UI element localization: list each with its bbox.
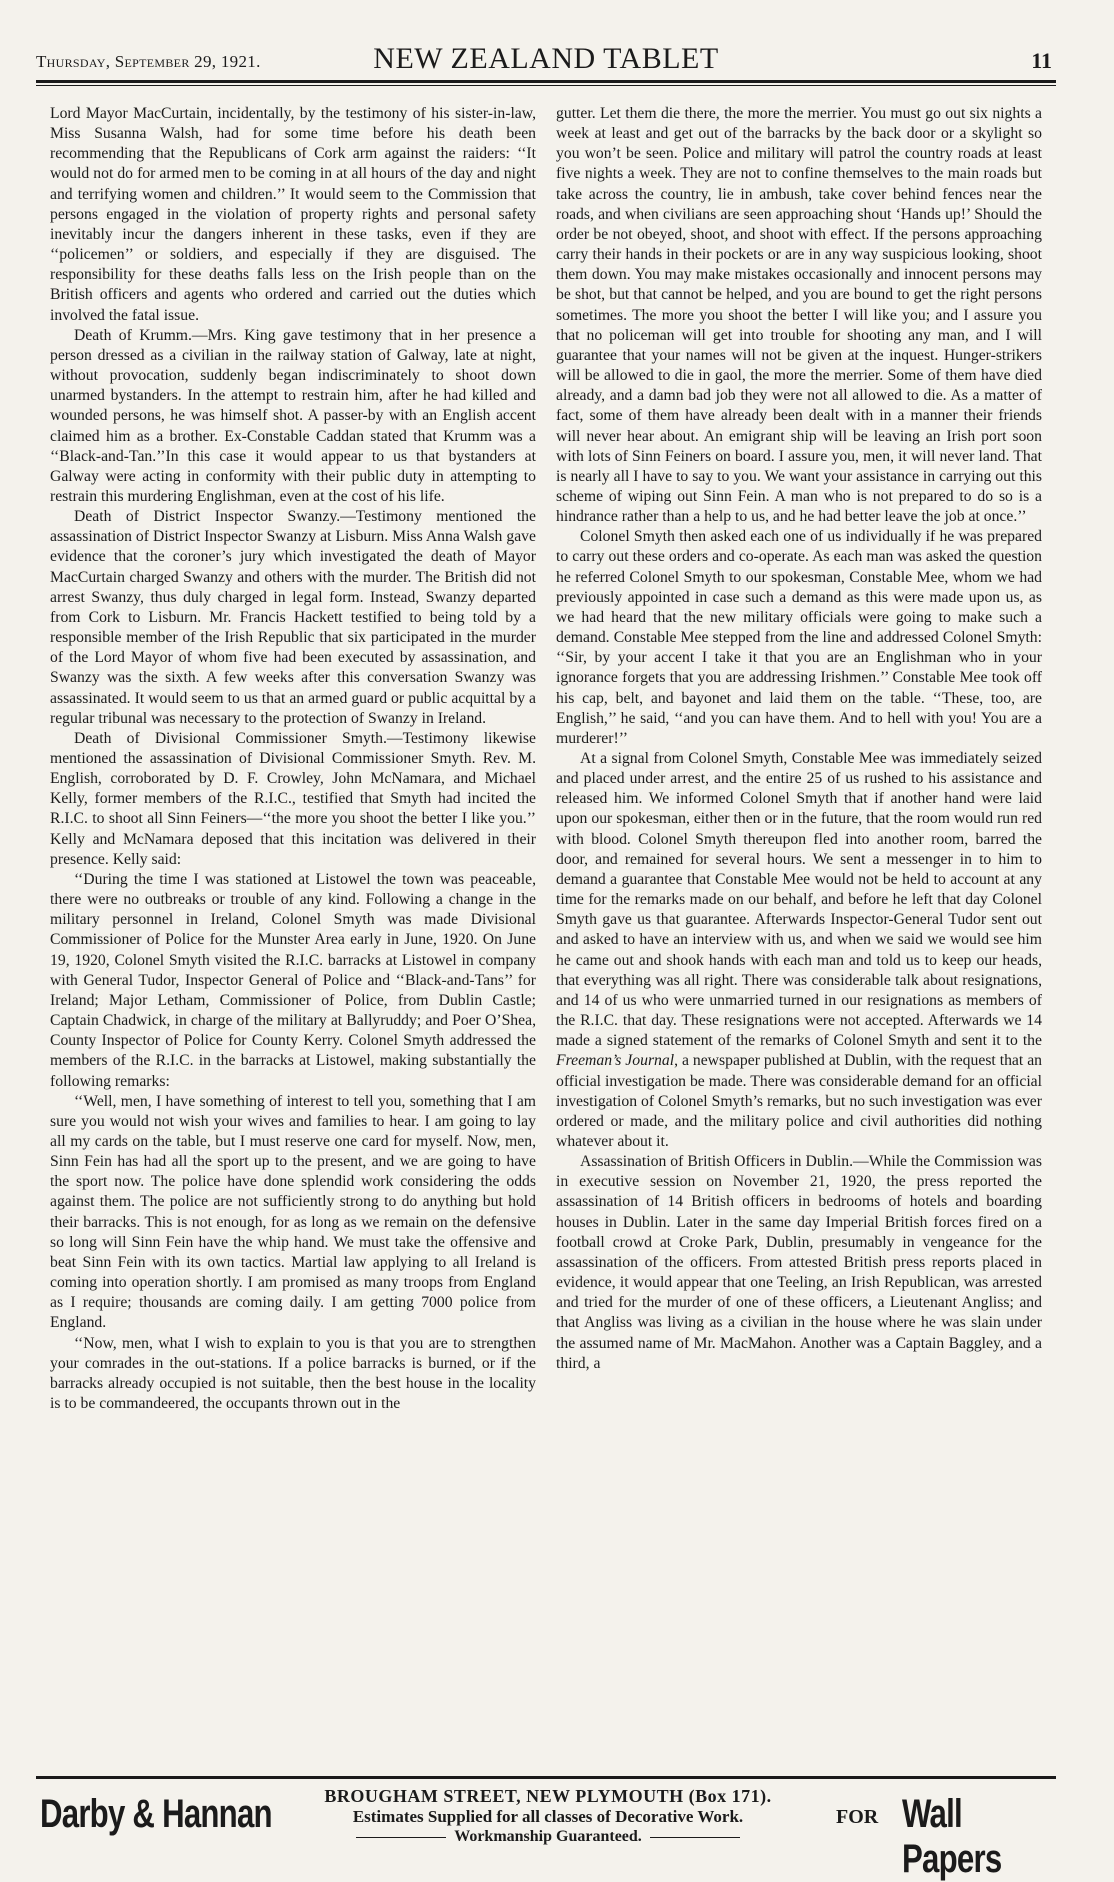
paragraph: ‘‘During the time I was stationed at Listowel the town was peaceable, there were no outbreaks or trouble of any kind. Following a change in the military personnel in Ireland, Colonel Smyth was made Divisional Commissioner of Police for the Munster Area early in June, 1920. On June 19, 1920, Colonel Smyth visited the R.I.C. barracks at Listowel in company with General Tudor, Inspector General of Police and ‘‘Black-and-Tans’’ for Ireland; Major Letham, Commissioner of Police, from Dublin Castle; Captain Chadwick, in charge of the military at Ballyruddy; and Poer O’Shea, County Inspector of Police for County Kerry. Colonel Smyth addressed the members of the R.I.C. in the barracks at Listowel, making substantially the following remarks:: [50, 870, 536, 1090]
left-column: [50, 104, 536, 1759]
paragraph: ‘‘Now, men, what I wish to explain to you is that you are to strengthen your comrades in the out-stations. If a police barracks is burned, or if the barracks already occupied is not suitable, then the best house in the locality is to be commandeered, the occupants thrown out in the: [50, 1334, 536, 1412]
ad-firm-name: Darby & Hannan: [40, 1792, 272, 1836]
ad-details: [298, 1786, 798, 1846]
ad-guarantee-line: [298, 1828, 798, 1846]
header-rule-thin: [36, 85, 1056, 86]
ad-for: FOR: [836, 1806, 879, 1828]
paragraph: Death of Divisional Commissioner Smyth.—Testimony likewise mentioned the assassination of Divisional Commissioner Smyth. Rev. M. English, corroborated by D. F. Crowley, John McNamara, and Michael Kelly, former members of the R.I.C., testified that Smyth had incited the R.I.C. to shoot all Sinn Feiners—‘‘the more you shoot the better I like you.’’ Kelly and McNamara deposed that this incitation was delivered in their presence. Kelly said:: [50, 729, 536, 868]
paragraph: Colonel Smyth then asked each one of us individually if he was prepared to carry out these orders and co-operate. As each man was asked the question he referred Colonel Smyth to our spokesman, Constable Mee, whom we had previously appointed in case such a demand as this were made upon us, as we had heard that the new military officials were going to make such a demand. Constable Mee stepped from the line and addressed Colonel Smyth: ‘‘Sir, by your accent I take it that you are an Englishman who in your ignorance forgets that you are addressing Irishmen.’’ Constable Mee took off his cap, belt, and bayonet and laid them on the table. ‘‘These, too, are English,’’ he said, ‘‘and you can have them. And to hell with you! You are a murderer!’’: [556, 528, 1042, 747]
ad-estimates: Estimates Supplied for all classes of Decorative Work.: [352, 1807, 744, 1826]
page-number: 11: [1031, 48, 1052, 73]
paragraph: [556, 749, 1042, 1152]
paragraph: Death of Krumm.—Mrs. King gave testimony that in her presence a person dressed as a civilian in the railway station of Galway, late at night, without provocation, suddenly began indiscriminately to shoot down unarmed bystanders. In the attempt to restrain him, after he had killed and wounded persons, he was himself shot. A passer-by with an English accent claimed him as a brother. Ex-Constable Caddan stated that Krumm was a ‘‘Black-and-Tan.’’In this case it would appear to us that bystanders at Galway were acting in conformity with their public duty in attempting to restrain this murdering Englishman, even at the cost of his life.: [50, 326, 536, 505]
paragraph: Death of District Inspector Swanzy.—Testimony mentioned the assassination of District Inspector Swanzy at Lisburn. Miss Anna Walsh gave evidence that the coroner’s jury which investigated the death of Mayor MacCurtain charged Swanzy and others with the murder. The British did not arrest Swanzy, thus duly charged in legal form. Instead, Swanzy departed from Cork to Lisburn. Mr. Francis Hackett testified to being told by a responsible member of the Irish Republic that six participated in the murder of the Lord Mayor of whom five had been executed by assassination, and Swanzy was the sixth. A few weeks after this conversation Swanzy was assassinated. It would seem to us that an armed guard or public acquittal by a regular tribunal was necessary to the protection of Swanzy in Ireland.: [50, 508, 536, 727]
ad-guarantee: Workmanship Guaranteed.: [454, 1828, 642, 1845]
issue-date: Thursday, September 29, 1921.: [36, 52, 261, 71]
right-column: [556, 104, 1042, 1759]
newspaper-name: Freeman’s Journal: [556, 1052, 675, 1070]
masthead-title: NEW ZEALAND TABLET: [373, 42, 719, 75]
paragraph: Lord Mayor MacCurtain, incidentally, by the testimony of his sister-in-law, Miss Susanna Walsh, had for some time before his death been recommending that the Republicans of Cork arm against the raiders: ‘‘It would not do for armed men to be coming in at all hours of the day and night and terrifying women and children.’’ It would seem to the Commission that persons engaged in the violation of property rights and personal safety inevitably incur the dangers inherent in these tasks, even if they are ‘‘policemen’’ or soldiers, and especially if they are disguised. The responsibility for these deaths falls less on the Irish people than on the British officers and agents who ordered and carried out the duties which involved the fatal issue.: [50, 105, 536, 324]
page-header: [36, 38, 1056, 78]
dash: [650, 1837, 740, 1838]
ad-address: BROUGHAM STREET, NEW PLYMOUTH (Box 171).: [324, 1786, 772, 1806]
advertisement: [36, 1776, 1056, 1881]
paragraph-text: At a signal from Colonel Smyth, Constable Mee was immediately seized and placed under arrest, and the entire 25 of us rushed to his assistance and released him. We informed Colonel Smyth that if another hand were laid upon our spokesman, either then or in the future, that the room would run red with blood. Colonel Smyth thereupon fled into another room, barred the door, and remained for several hours. We sent a messenger in to him to demand a guarantee that Constable Mee would not be held to account at any time for the remarks made on our behalf, and before he left that day Colonel Smyth gave us that guarantee. Afterwards Inspector-General Tudor sent out and asked to have an interview with us, and when we said we would see him he came out and shook hands with each man and told us to keep our heads, that everything was all right. There was considerable talk about resignations, and 14 of us who were unmarried turned in our resignations as members of the R.I.C. that day. These resignations were not accepted. Afterwards we 14 made a signed statement of the remarks of Colonel Smyth and sent it to the: [556, 750, 1042, 1050]
paragraph-text: , a newspaper published at Dublin, with the request that an official investigation be made. There was considerable demand for an official investigation of Colonel Smyth’s remarks, but no such investigation was ever ordered or made, and the military police and civil authorities did nothing whatever about it.: [556, 1052, 1042, 1150]
ad-product: Wall Papers: [902, 1792, 1002, 1881]
dash: [356, 1837, 446, 1838]
paragraph: gutter. Let them die there, the more the merrier. You must go out six nights a week at least and get out of the barracks by the back door or a skylight so you won’t be seen. Police and military will patrol the country roads at least five nights a week. They are not to confine themselves to the main roads but take across the country, lie in ambush, take cover behind fences near the roads, and when civilians are seen approaching shout ‘Hands up!’ Should the order be not obeyed, shoot, and shoot with effect. If the persons approaching carry their hands in their pockets or are in any way suspicious looking, shoot them down. You may make mistakes occasionally and innocent persons may be shot, but that cannot be helped, and you are bound to get the right persons sometimes. The more you shoot the better I will like you; and I assure you that no policeman will get into trouble for shooting any man, and I will guarantee that your names will not be given at the inquest. Hunger-strikers will be allowed to die in gaol, the more the merrier. Some of them have died already, and a damn bad job they were not all allowed to die. As a matter of fact, some of them have already been dealt with in a manner their friends will never hear about. An emigrant ship will be leaving an Irish port soon with lots of Sinn Feiners on board. I assure you, men, it will never land. That is nearly all I have to say to you. We want your assistance in carrying out this scheme of wiping out Sinn Fein. A man who is not prepared to do so is a hindrance rather than a help to us, and he had better leave the job at once.’’: [556, 105, 1042, 526]
header-rule-thick: [36, 80, 1056, 83]
paragraph: ‘‘Well, men, I have something of interest to tell you, something that I am sure you would not wish your wives and families to hear. I am going to lay all my cards on the table, but I must reserve one card for myself. Now, men, Sinn Fein has had all the sport up to the present, and we are going to have the sport now. The police have done splendid work considering the odds against them. The police are not sufficiently strong to do anything but hold their barracks. This is not enough, for as long as we remain on the defensive so long will Sinn Fein have the whip hand. We must take the offensive and beat Sinn Fein with its own tactics. Martial law applying to all Ireland is coming into operation shortly. I am promised as many troops from England as I require; thousands are coming daily. I am getting 7000 police from England.: [50, 1092, 536, 1332]
ad-rule: [36, 1776, 1056, 1779]
paragraph: Assassination of British Officers in Dublin.—While the Commission was in executive session on November 21, 1920, the press reported the assassination of 14 British officers in bedrooms of hotels and boarding houses in Dublin. Later in the same day Imperial British forces fired on a football crowd at Croke Park, Dublin, presumably in vengeance for the assassination of the officers. From attested British press reports placed in evidence, it would appear that one Teeling, an Irish Republican, was arrested and tried for the murder of one of these officers, a Lieutenant Angliss; and that Angliss was living as a civilian in the house where he was slain under the assumed name of Mr. MacMahon. Another was a Captain Baggley, and a third, a: [556, 1153, 1042, 1372]
